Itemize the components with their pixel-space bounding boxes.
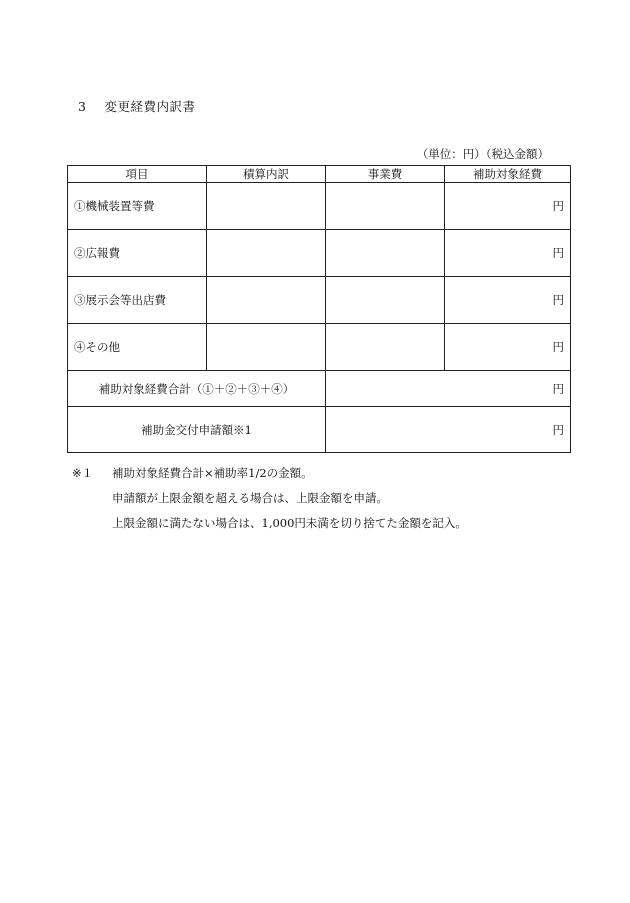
total-row (68, 371, 571, 407)
table-row (68, 324, 571, 371)
table-row (68, 277, 571, 324)
request-row (68, 407, 571, 453)
footnote-line: 上限金額に満たない場合は、1,000円未満を切り捨てた金額を記入。 (112, 516, 467, 530)
eligible-cell[interactable]: 円 (445, 230, 571, 277)
breakdown-cell[interactable] (207, 324, 326, 371)
header-eligible: 補助対象経費 (445, 166, 571, 183)
item-label: ②広報費 (68, 230, 207, 277)
item-label: ①機械装置等費 (68, 183, 207, 230)
header-item: 項目 (68, 166, 207, 183)
unit-note: （単位：円）（税込金額） (416, 147, 549, 161)
breakdown-cell[interactable] (207, 277, 326, 324)
item-label: ④その他 (68, 324, 207, 371)
section-number: 3 (78, 99, 87, 114)
footnote-line (72, 461, 467, 486)
footnote-text: 補助対象経費合計×補助率1/2の金額。 (112, 466, 313, 480)
section-heading (78, 97, 196, 115)
footnote-mark: ※１ (72, 466, 94, 480)
eligible-cell[interactable]: 円 (445, 324, 571, 371)
eligible-cell[interactable]: 円 (445, 183, 571, 230)
cost-cell[interactable] (326, 230, 445, 277)
breakdown-cell[interactable] (207, 183, 326, 230)
expense-breakdown-table (67, 165, 571, 453)
request-label: 補助金交付申請額※1 (68, 407, 326, 453)
table-row (68, 183, 571, 230)
footnotes (72, 461, 467, 536)
cost-cell[interactable] (326, 183, 445, 230)
footnote-line: 申請額が上限金額を超える場合は、上限金額を申請。 (112, 491, 388, 505)
table-row (68, 230, 571, 277)
header-breakdown: 積算内訳 (207, 166, 326, 183)
cost-cell[interactable] (326, 277, 445, 324)
table-header-row (68, 166, 571, 183)
breakdown-cell[interactable] (207, 230, 326, 277)
request-value[interactable]: 円 (326, 407, 571, 453)
total-label: 補助対象経費合計（①＋②＋③＋④） (68, 371, 326, 407)
header-cost: 事業費 (326, 166, 445, 183)
total-value[interactable]: 円 (326, 371, 571, 407)
item-label: ③展示会等出店費 (68, 277, 207, 324)
eligible-cell[interactable]: 円 (445, 277, 571, 324)
cost-cell[interactable] (326, 324, 445, 371)
section-title: 変更経費内訳書 (104, 99, 196, 114)
